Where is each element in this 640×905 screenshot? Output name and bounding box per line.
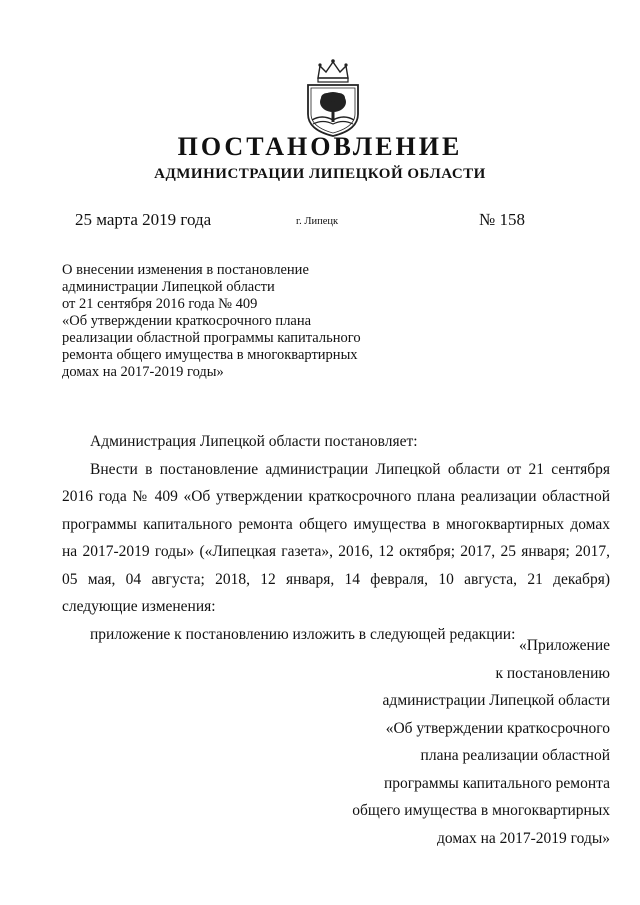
appendix-line: общего имущества в многоквартирных (352, 802, 610, 819)
document-city: г. Липецк (296, 216, 339, 227)
document-subject (62, 262, 392, 381)
document-title: ПОСТАНОВЛЕНИЕ (177, 132, 463, 161)
subject-line: «Об утверждении краткосрочного плана (62, 313, 312, 329)
instruction-paragraph: приложение к постановлению изложить в следующей редакции: (90, 625, 516, 643)
appendix-line: «Приложение (519, 637, 610, 654)
intro-paragraph: Администрация Липецкой области постановляет: (90, 433, 418, 450)
subject-line: от 21 сентября 2016 года № 409 (62, 296, 258, 312)
document-date: 25 марта 2019 года (75, 210, 212, 229)
appendix-header (352, 632, 610, 852)
subject-line: реализации областной программы капитального (62, 330, 361, 346)
document-body (62, 428, 610, 648)
appendix-line: к постановлению (495, 664, 610, 682)
main-paragraph: Внести в постановление администрации Липецкой области от 21 сентября 2016 года № 409 «Об утверждении краткосрочного плана реализации областной программы капитального ремонта общего имущества в многоквартирных домах на 2017-2019 годы» («Липецкая газета», 2016, 12 октября; 2017, 25 января; 2017, 05 мая, 04 августа; 2018, 12 января, 14 февраля, 10 августа, 21 декабря) следующие изменения: (62, 460, 610, 615)
appendix-line: «Об утверждении краткосрочного (385, 719, 610, 737)
lipetsk-coat-of-arms-icon (300, 58, 366, 138)
document-number: № 158 (479, 210, 525, 229)
document-subtitle: АДМИНИСТРАЦИИ ЛИПЕЦКОЙ ОБЛАСТИ (154, 166, 486, 182)
subject-line: домах на 2017-2019 годы» (62, 364, 224, 380)
appendix-line: программы капитального ремонта (384, 774, 610, 792)
subject-line: ремонта общего имущества в многоквартирных (62, 347, 358, 363)
subject-line: администрации Липецкой области (62, 279, 275, 295)
subject-line: О внесении изменения в постановление (62, 262, 309, 278)
appendix-line: домах на 2017-2019 годы» (437, 829, 610, 847)
appendix-line: администрации Липецкой области (382, 692, 610, 709)
appendix-line: плана реализации областной (420, 747, 610, 764)
